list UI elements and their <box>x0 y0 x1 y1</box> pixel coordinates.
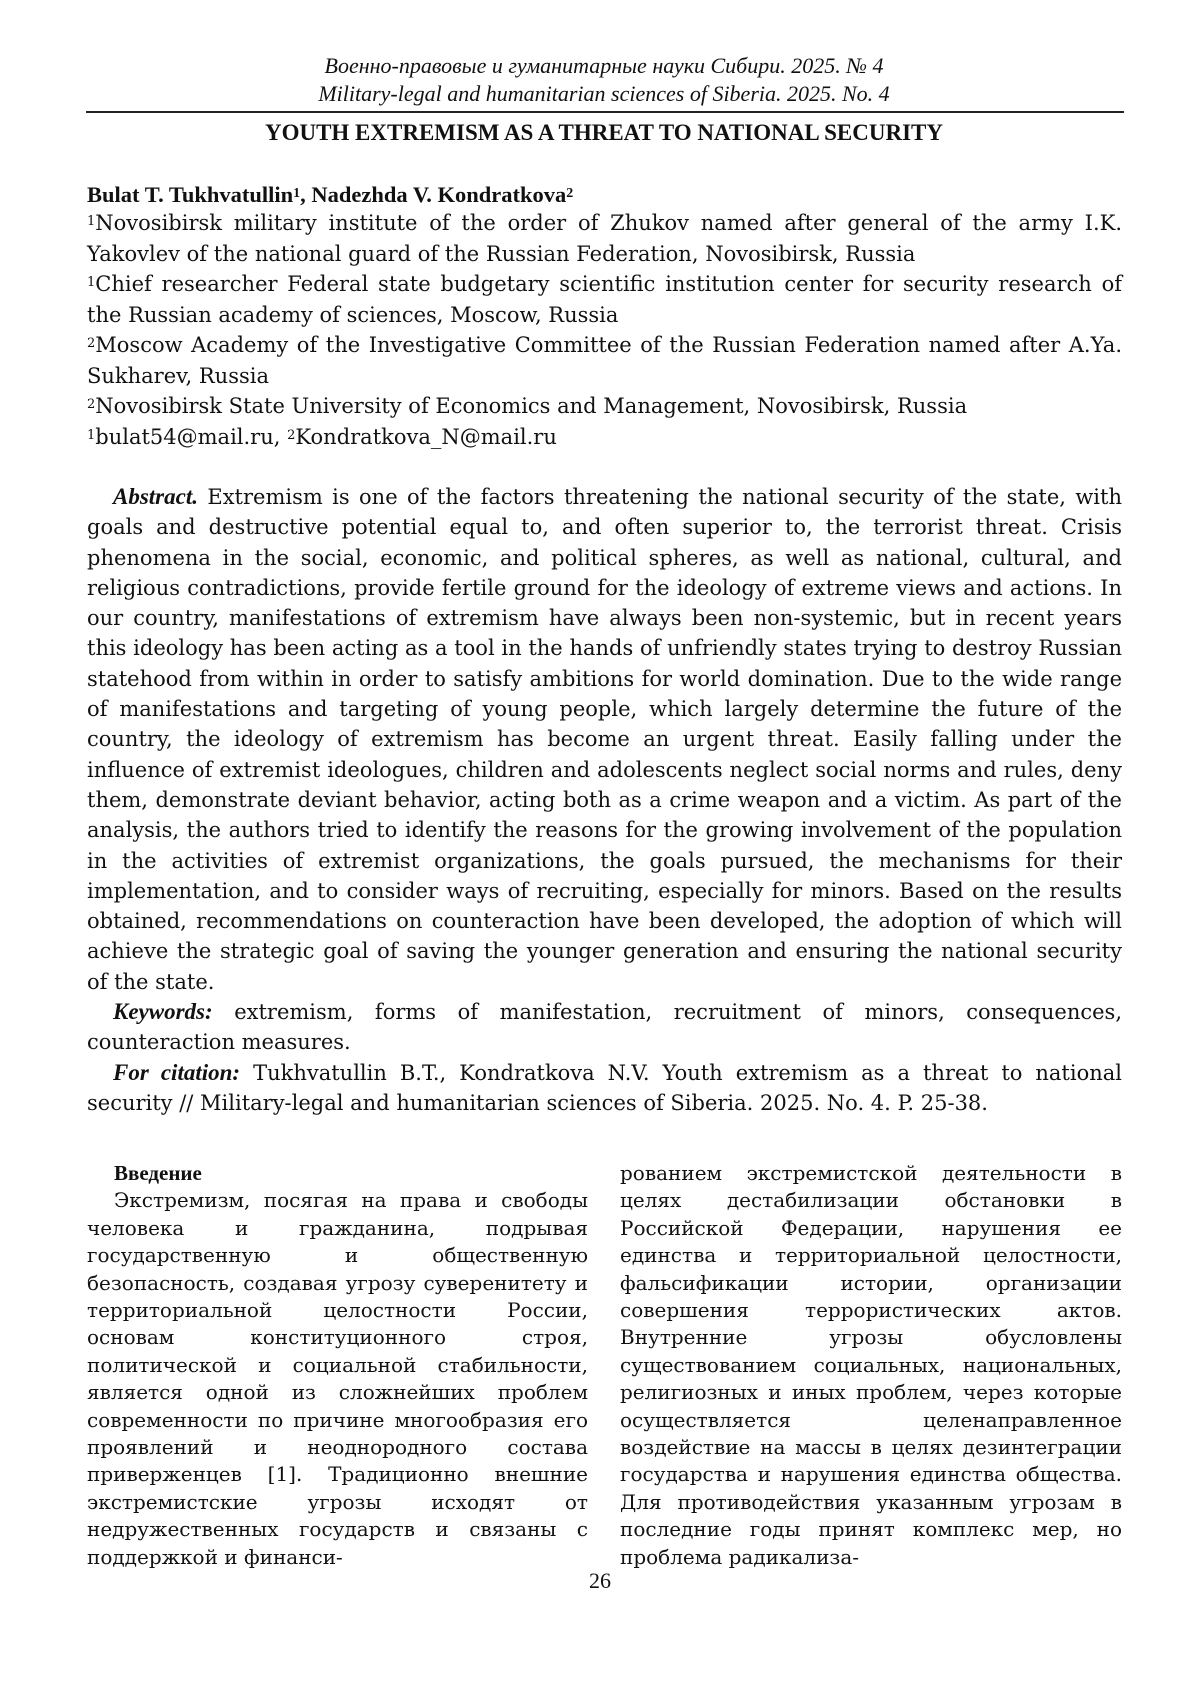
email-separator: , <box>273 424 288 449</box>
page-number: 26 <box>589 1568 611 1593</box>
email-sup: 2 <box>287 427 296 443</box>
abstract-text: Extremism is one of the factors threatening the national security of the state, with goals and destructive potential equal to, and often superior to, the terrorist threat. Crisis phenomena in the social, economic, and political spheres, as well as national, cultural, and religious contradictions, provide fertile ground for the ideology of extreme views and actions. In our country, manifestations of extremism have always been non-systemic, but in recent years this ideology has been acting as a tool in the hands of unfriendly states trying to destroy Russian statehood from within in order to satisfy ambitions for world domination. Due to the wide range of manifestations and targeting of young people, which largely determine the future of the country, the ideology of extremism has become an urgent threat. Easily falling under the influence of extremist ideologues, children and adolescents neglect social norms and rules, deny them, demonstrate deviant behavior, acting both as a crime weapon and a victim. As part of the analysis, the authors tried to identify the reasons for the growing involvement of the population in the activities of extremist organizations, the goals pursued, the mechanisms for their implementation, and to consider ways of recruiting, especially for minors. Based on the results obtained, recommendations on counteraction have been developed, the adoption of which will achieve the strategic goal of saving the younger generation and ensuring the national security of the state. <box>87 485 1122 994</box>
affiliation-text: Moscow Academy of the Investigative Committee of the Russian Federation named after A.Ya. Sukharev, Russia <box>87 333 1122 388</box>
email-link[interactable]: Kondratkova_N@mail.ru <box>295 424 557 449</box>
body-column-left <box>87 1160 588 1571</box>
affiliations <box>87 208 1122 452</box>
body-text-right: рованием экстремистской деятельности в целях дестабилизации обстановки в Российской Федерации, нарушения ее единства и территориальной целостности, фальсификации истории, организации совершения террористических актов. Внутренние угрозы обусловлены существованием социальных, национальных, религиозных и иных проблем, через которые осуществляется целенаправленное воздействие на массы в целях дезинтеграции государства и нарушения единства общества. Для противодействия указанным угрозам в последние годы принят комплекс мер, но проблема радикализа- <box>620 1161 1122 1569</box>
abstract-label: Abstract. <box>113 484 198 509</box>
journal-title-en: Military-legal and humanitarian sciences of Siberia. 2025. No. 4 <box>318 81 890 106</box>
abstract-block <box>87 482 1122 1118</box>
affiliation-sup: 1 <box>87 275 96 291</box>
keywords-text: extremism, forms of manifestation, recruitment of minors, consequences, counteraction measures. <box>87 1000 1122 1055</box>
affiliation-sup: 2 <box>87 336 96 352</box>
body-column-right <box>620 1160 1122 1571</box>
affiliation-sup: 2 <box>87 397 96 413</box>
author-name: Bulat T. Tukhvatullin <box>87 182 294 207</box>
affiliation <box>87 391 1122 422</box>
citation-label: For citation: <box>113 1059 241 1085</box>
author-sup: 1 <box>293 186 301 202</box>
author-name: Nadezhda V. Kondratkova <box>311 182 567 207</box>
section-heading: Введение <box>114 1161 202 1185</box>
affiliation-text: Chief researcher Federal state budgetary scientific institution center for security research of the Russian academy of sciences, Moscow, Russia <box>87 272 1122 327</box>
abstract <box>87 482 1122 997</box>
running-head <box>86 52 1122 108</box>
affiliation <box>87 269 1122 330</box>
keywords <box>87 997 1122 1058</box>
author-line <box>87 180 1122 210</box>
header-rule <box>86 111 1124 113</box>
citation-text: Tukhvatullin B.T., Kondratkova N.V. Youth extremism as a threat to national security // Military-legal and humanitarian sciences of Siberia. 2025. No. 4. P. 25-38. <box>87 1060 1122 1115</box>
journal-title-ru: Военно-правовые и гуманитарные науки Сибири. 2025. № 4 <box>324 53 884 78</box>
email-sup: 1 <box>87 427 96 443</box>
article-title: YOUTH EXTREMISM AS A THREAT TO NATIONAL SECURITY <box>264 120 944 145</box>
keywords-label: Keywords: <box>113 999 213 1025</box>
citation <box>87 1058 1122 1119</box>
email-line <box>87 422 1122 453</box>
email-link[interactable]: bulat54@mail.ru <box>95 424 274 449</box>
affiliation-sup: 1 <box>87 214 96 230</box>
body-text-left: Экстремизм, посягая на права и свободы человека и гражданина, подрывая государственную и общественную безопасность, создавая угрозу суверенитету и территориальной целостности России, основам конституционного строя, политической и социальной стабильности, является одной из сложнейших проблем современности по причине многообразия его проявлений и неоднородного состава приверженцев [1]. Традиционно внешние экстремистские угрозы исходят от недружественных государств и связаны с поддержкой и финанси- <box>87 1188 588 1569</box>
author-separator: , <box>300 182 312 207</box>
author-sup: 2 <box>566 186 574 202</box>
affiliation <box>87 208 1122 269</box>
affiliation <box>87 330 1122 391</box>
affiliation-text: Novosibirsk military institute of the order of Zhukov named after general of the army I.K. Yakovlev of the national guard of the Russian Federation, Novosibirsk, Russia <box>87 211 1122 266</box>
affiliation-text: Novosibirsk State University of Economics and Management, Novosibirsk, Russia <box>95 394 968 418</box>
